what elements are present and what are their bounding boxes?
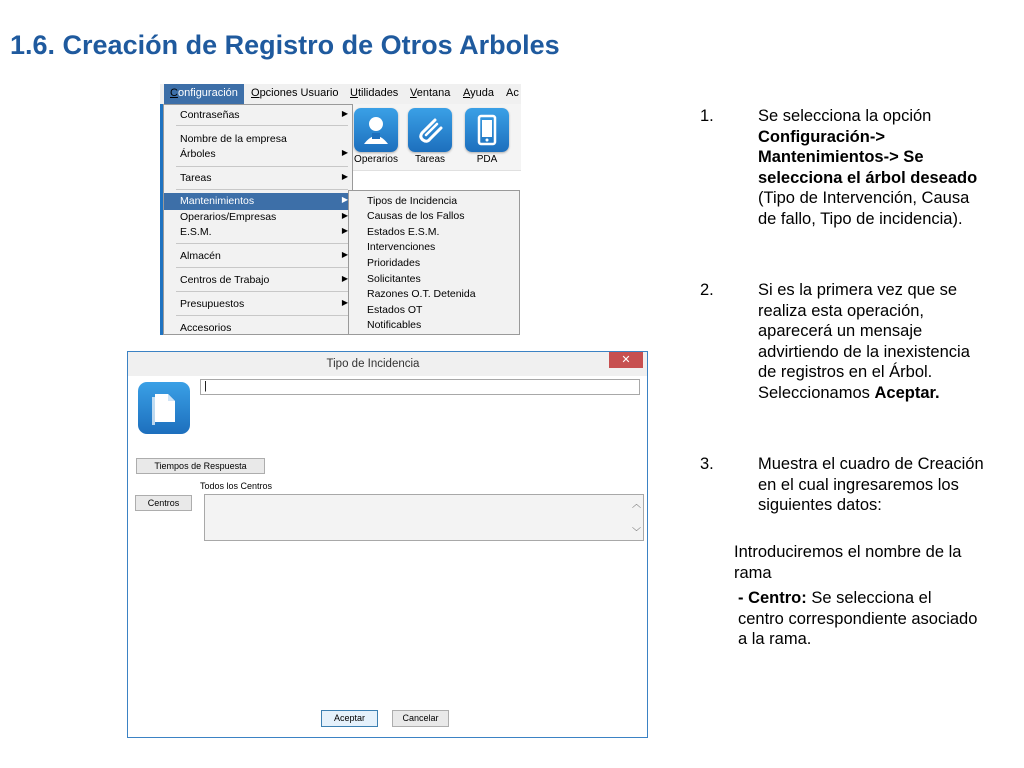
toolbar-label-operarios: Operarios [354,154,398,165]
menu-screenshot [160,84,521,335]
chevron-right-icon: ▶ [341,274,348,283]
menu-configuracion[interactable]: Configuración [164,84,244,104]
sub-item-intervenciones[interactable]: Intervenciones [367,241,436,253]
chevron-up-icon[interactable]: ︿ [631,499,641,509]
sub-item-estados-esm[interactable]: Estados E.S.M. [367,226,440,238]
chevron-right-icon: ▶ [341,250,348,259]
dd-item-presupuestos[interactable]: Presupuestos ▶ [180,298,348,310]
sub-item-razones-ot[interactable]: Razones O.T. Detenida [367,288,476,300]
sub-item-causas-fallos[interactable]: Causas de los Fallos [367,210,465,222]
separator [176,243,348,244]
sub-item-prioridades[interactable]: Prioridades [367,257,421,269]
tiempos-respuesta-button[interactable]: Tiempos de Respuesta [136,458,265,474]
toolbar-label-pda: PDA [476,154,498,165]
dd-item-centros-trabajo[interactable]: Centros de Trabajo ▶ [180,274,348,286]
centros-button[interactable]: Centros [135,495,192,511]
operarios-icon[interactable] [354,108,398,152]
todos-centros-label: Todos los Centros [200,481,273,491]
chevron-down-icon[interactable]: ﹀ [631,527,641,537]
separator [176,189,348,190]
toolbar-label-tareas: Tareas [414,154,445,165]
cancelar-button[interactable]: Cancelar [392,710,449,727]
sub-item-notificables[interactable]: Notificables [367,319,422,331]
dd-item-mantenimientos[interactable]: Mantenimientos ▶ [164,193,352,210]
sub-item-tipos-incidencia[interactable]: Tipos de Incidencia [367,195,458,207]
dd-item-operarios-empresas[interactable]: Operarios/Empresas ▶ [180,211,348,223]
nombre-rama-input[interactable] [200,379,640,395]
pda-icon[interactable] [465,108,509,152]
menu-bar [160,84,521,105]
tareas-icon[interactable] [408,108,452,152]
menu-opciones-usuario[interactable]: Opciones Usuario [251,87,339,99]
menu-ventana[interactable]: Ventana [410,87,451,99]
dd-item-accesorios[interactable]: Accesorios [180,322,232,334]
chevron-right-icon: ▶ [341,195,348,204]
dd-item-arboles[interactable]: Árboles ▶ [180,148,348,160]
tipo-incidencia-dialog [127,351,648,738]
sub-item-estados-ot[interactable]: Estados OT [367,304,423,316]
menu-ac[interactable]: Ac [506,87,519,99]
dialog-title-bar [128,352,647,376]
aceptar-button[interactable]: Aceptar [321,710,378,727]
dd-item-esm[interactable]: E.S.M. ▶ [180,226,348,238]
chevron-right-icon: ▶ [341,172,348,181]
instruction-nombre-rama: Introduciremos el nombre de la rama [734,543,962,582]
chevron-right-icon: ▶ [341,109,348,118]
text-caret: | [204,380,207,392]
close-icon[interactable]: ✕ [609,352,643,368]
menu-utilidades[interactable]: Utilidades [350,87,399,99]
separator [176,267,348,268]
dialog-title: Tipo de Incidencia [326,358,420,370]
separator [176,291,348,292]
dd-item-almacen[interactable]: Almacén ▶ [180,250,348,262]
separator [176,166,348,167]
mantenimientos-submenu [348,190,520,335]
centros-list[interactable] [204,494,644,541]
document-icon [138,382,190,434]
separator [176,315,348,316]
chevron-right-icon: ▶ [341,226,348,235]
dd-item-contrasenas[interactable]: Contraseñas ▶ [180,109,348,121]
separator [176,125,348,126]
configuracion-dropdown [163,104,353,335]
slide-title: 1.6. Creación de Registro de Otros Arboles [10,30,560,60]
dd-item-nombre-empresa[interactable]: Nombre de la empresa [180,133,287,145]
chevron-right-icon: ▶ [341,211,348,220]
sub-item-solicitantes[interactable]: Solicitantes [367,273,421,285]
dd-item-tareas[interactable]: Tareas ▶ [180,172,348,184]
menu-ayuda[interactable]: Ayuda [463,87,494,99]
chevron-right-icon: ▶ [341,298,348,307]
chevron-right-icon: ▶ [341,148,348,157]
instruction-centro: - Centro: Se selecciona el centro correspondiente asociado a la rama. [738,589,978,648]
